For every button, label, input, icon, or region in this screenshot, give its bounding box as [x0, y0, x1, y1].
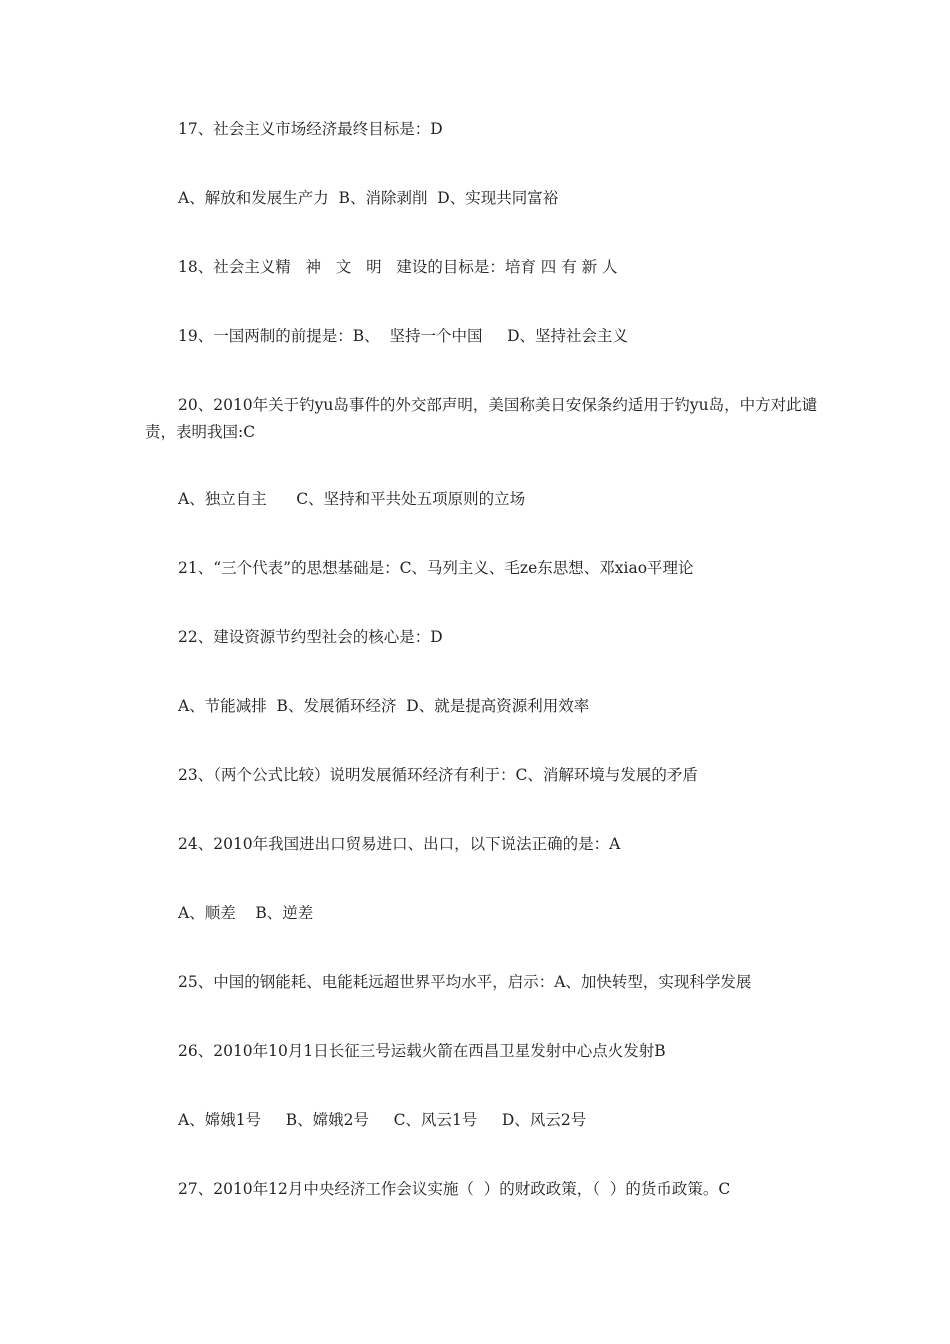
question-17-options: A、解放和发展生产力 B、消除剥削 D、实现共同富裕: [178, 189, 559, 207]
question-21: 21、“三个代表”的思想基础是：C、马列主义、毛ze东思想、邓xiao平理论: [178, 559, 694, 577]
question-20: 20、2010年关于钓yu岛事件的外交部声明，美国称美日安保条约适用于钓yu岛，中方对此谴责，表明我国:C: [145, 396, 818, 441]
question-23: 23、（两个公式比较）说明发展循环经济有利于：C、消解环境与发展的矛盾: [178, 766, 698, 784]
question-22: 22、建设资源节约型社会的核心是：D: [178, 628, 443, 646]
question-25: 25、中国的钢能耗、电能耗远超世界平均水平，启示：A、加快转型，实现科学发展: [178, 973, 752, 991]
question-27: 27、2010年12月中央经济工作会议实施（ ）的财政政策，（ ）的货币政策。C: [178, 1180, 731, 1198]
question-18: 18、社会主义精 神 文 明 建设的目标是：培育 四 有 新 人: [178, 258, 618, 276]
question-26-options: A、嫦娥1号 B、嫦娥2号 C、风云1号 D、风云2号: [178, 1111, 587, 1129]
question-17: 17、社会主义市场经济最终目标是：D: [178, 120, 443, 138]
question-19: 19、一国两制的前提是：B、 坚持一个中国 D、坚持社会主义: [178, 327, 629, 345]
question-26: 26、2010年10月1日长征三号运载火箭在西昌卫星发射中心点火发射B: [178, 1042, 666, 1060]
question-24-options: A、顺差 B、逆差: [178, 904, 314, 922]
question-22-options: A、节能减排 B、发展循环经济 D、就是提高资源利用效率: [178, 697, 590, 715]
question-24: 24、2010年我国进出口贸易进口、出口，以下说法正确的是：A: [178, 835, 621, 853]
question-20-options: A、独立自主 C、坚持和平共处五项原则的立场: [178, 490, 526, 508]
